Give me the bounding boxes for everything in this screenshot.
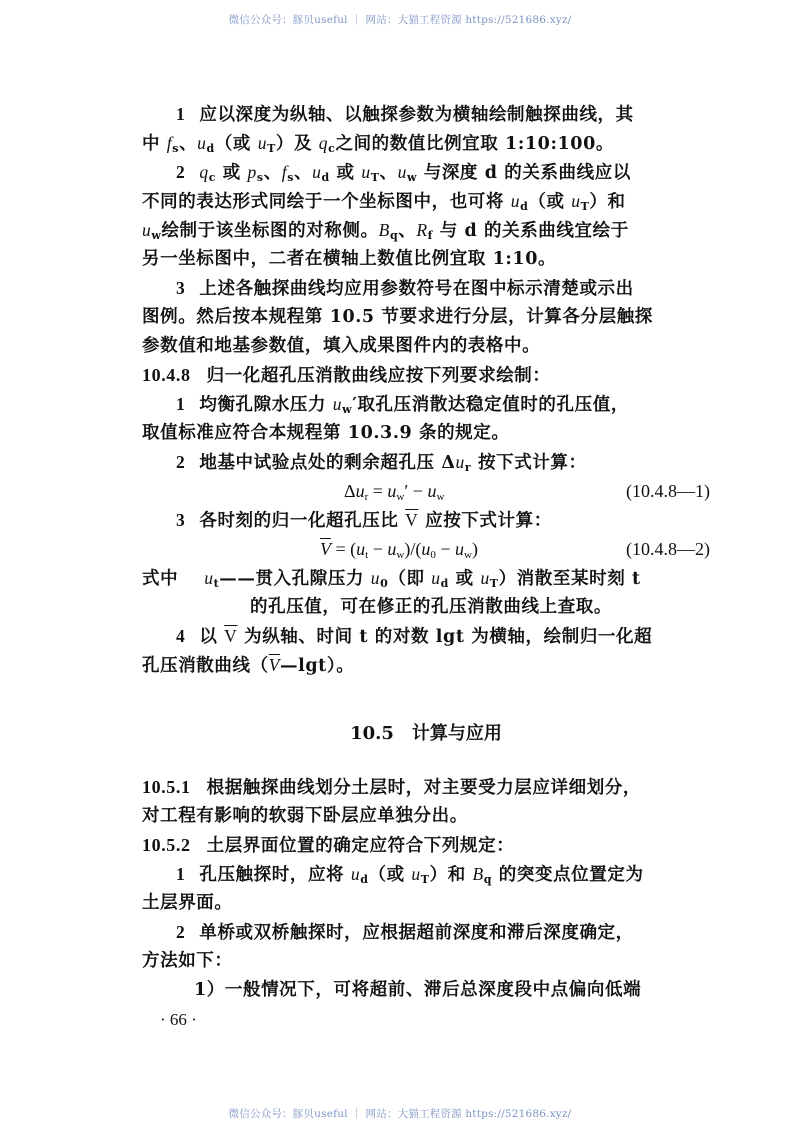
clause-10-5-2-title: 10.5.2 土层界面位置的确定应符合下列规定： [142, 835, 515, 856]
equation-number-2: (10.4.8—2) [626, 539, 710, 559]
item-1-line-2: 中 $f_s$、$u_d$（或 $u_T$）及 $q_c$之间的数值比例宜取 1:10:100。 [142, 133, 614, 155]
clause-10-4-8-item-2-line-1: 2 地基中试验点处的剩余超孔压 $\Delta u_r$ 按下式计算： [176, 452, 587, 474]
item-2-line-3: $u_w$绘制于该坐标图的对称侧。$B_q$、$R_f$ 与 d 的关系曲线宜绘于 [142, 220, 629, 242]
page-number: · 66 · [160, 1010, 197, 1029]
item-3-line-1: 3 上述各触探曲线均应用参数符号在图中标示清楚或示出 [176, 278, 634, 299]
clause-10-5-2-item-1-line-1: 1 孔压触探时，应将 $u_d$（或 $u_T$）和 $B_q$ 的突变点位置定为 [176, 864, 644, 886]
clause-10-5-1-line-1: 10.5.1 根据触探曲线划分土层时，对主要受力层应详细划分， [142, 777, 642, 798]
clause-10-5-2-item-2-line-1: 2 单桥或双桥触探时，应根据超前深度和滞后深度确定， [176, 922, 634, 943]
clause-10-4-8-item-1-line-1: 1 均衡孔隙水压力 $u_w'$取孔压消散达稳定值时的孔压值， [176, 394, 629, 416]
item-3-line-2: 图例。然后按本规程第 10.5 节要求进行分层，计算各分层触探 [142, 307, 653, 327]
clause-10-5-1-line-2: 对工程有影响的软弱下卧层应单独分出。 [142, 806, 468, 826]
clause-number: 10.4.8 [142, 365, 191, 385]
where-clause-line-2: 的孔压值，可在修正的孔压消散曲线上查取。 [250, 597, 612, 617]
clause-10-4-8-title: 10.4.8 归一化超孔压消散曲线应按下列要求绘制： [142, 365, 551, 386]
clause-10-5-2-item-1-line-2: 土层界面。 [142, 893, 233, 913]
where-clause-line-1: 式中 $u_t——$贯入孔隙压力 $u_0$（即 $u_d$ 或 $u_T$）消散至某时刻 t [142, 568, 641, 590]
clause-number: 10.5.2 [142, 835, 191, 855]
clause-10-5-2-item-2-line-2: 方法如下： [142, 951, 233, 971]
watermark-top: 微信公众号：豚贝useful ｜ 网站：大猫工程资源 https://521686.xyz/ [228, 14, 572, 26]
clause-10-5-2-subitem-1: 1）一般情况下，可将超前、滞后总深度段中点偏向低端 [194, 980, 642, 1000]
clause-10-4-8-item-3-line-1: 3 各时刻的归一化超孔压比 $\overline{V}$ 应按下式计算： [176, 510, 552, 531]
section-heading-10-5: 10.5 计算与应用 [350, 723, 502, 744]
item-1-line-1: 1 应以深度为纵轴、以触探参数为横轴绘制触探曲线，其 [176, 104, 634, 125]
item-2-line-4: 另一坐标图中，二者在横轴上数值比例宜取 1:10。 [142, 249, 557, 269]
item-2-line-2: 不同的表达形式同绘于一个坐标图中，也可将 $u_d$（或 $u_T$）和 [142, 191, 626, 213]
formula-10-4-8-2: $\overline{V} = (u_t - u_w)/(u_0 - u_w)$ [320, 539, 478, 561]
clause-10-4-8-item-4-line-1: 4 以 $\overline{V}$ 为纵轴、时间 t 的对数 lgt 为横轴，绘制归一化超 [176, 626, 653, 647]
item-2-line-1: 2 $q_c$ 或 $p_s$、$f_s$、$u_d$ 或 $u_T$、$u_w$ 与深度 d 的关系曲线应以 [176, 162, 631, 184]
item-3-line-3: 参数值和地基参数值，填入成果图件内的表格中。 [142, 336, 541, 356]
clause-number: 10.5.1 [142, 777, 191, 797]
item-number: 3 [176, 278, 186, 298]
item-number: 1 [176, 104, 186, 124]
item-number: 2 [176, 162, 186, 182]
clause-10-4-8-item-4-line-2: 孔压消散曲线$(\overline{V}—\lg t)$。 [142, 655, 355, 676]
clause-10-4-8-item-1-line-2: 取值标准应符合本规程第 10.3.9 条的规定。 [142, 423, 510, 443]
formula-10-4-8-1: $\Delta u_r = u_w' - u_w$ [344, 481, 445, 503]
watermark-bottom: 微信公众号：豚贝useful ｜ 网站：大猫工程资源 https://521686.xyz/ [228, 1108, 572, 1120]
equation-number-1: (10.4.8—1) [626, 481, 710, 501]
